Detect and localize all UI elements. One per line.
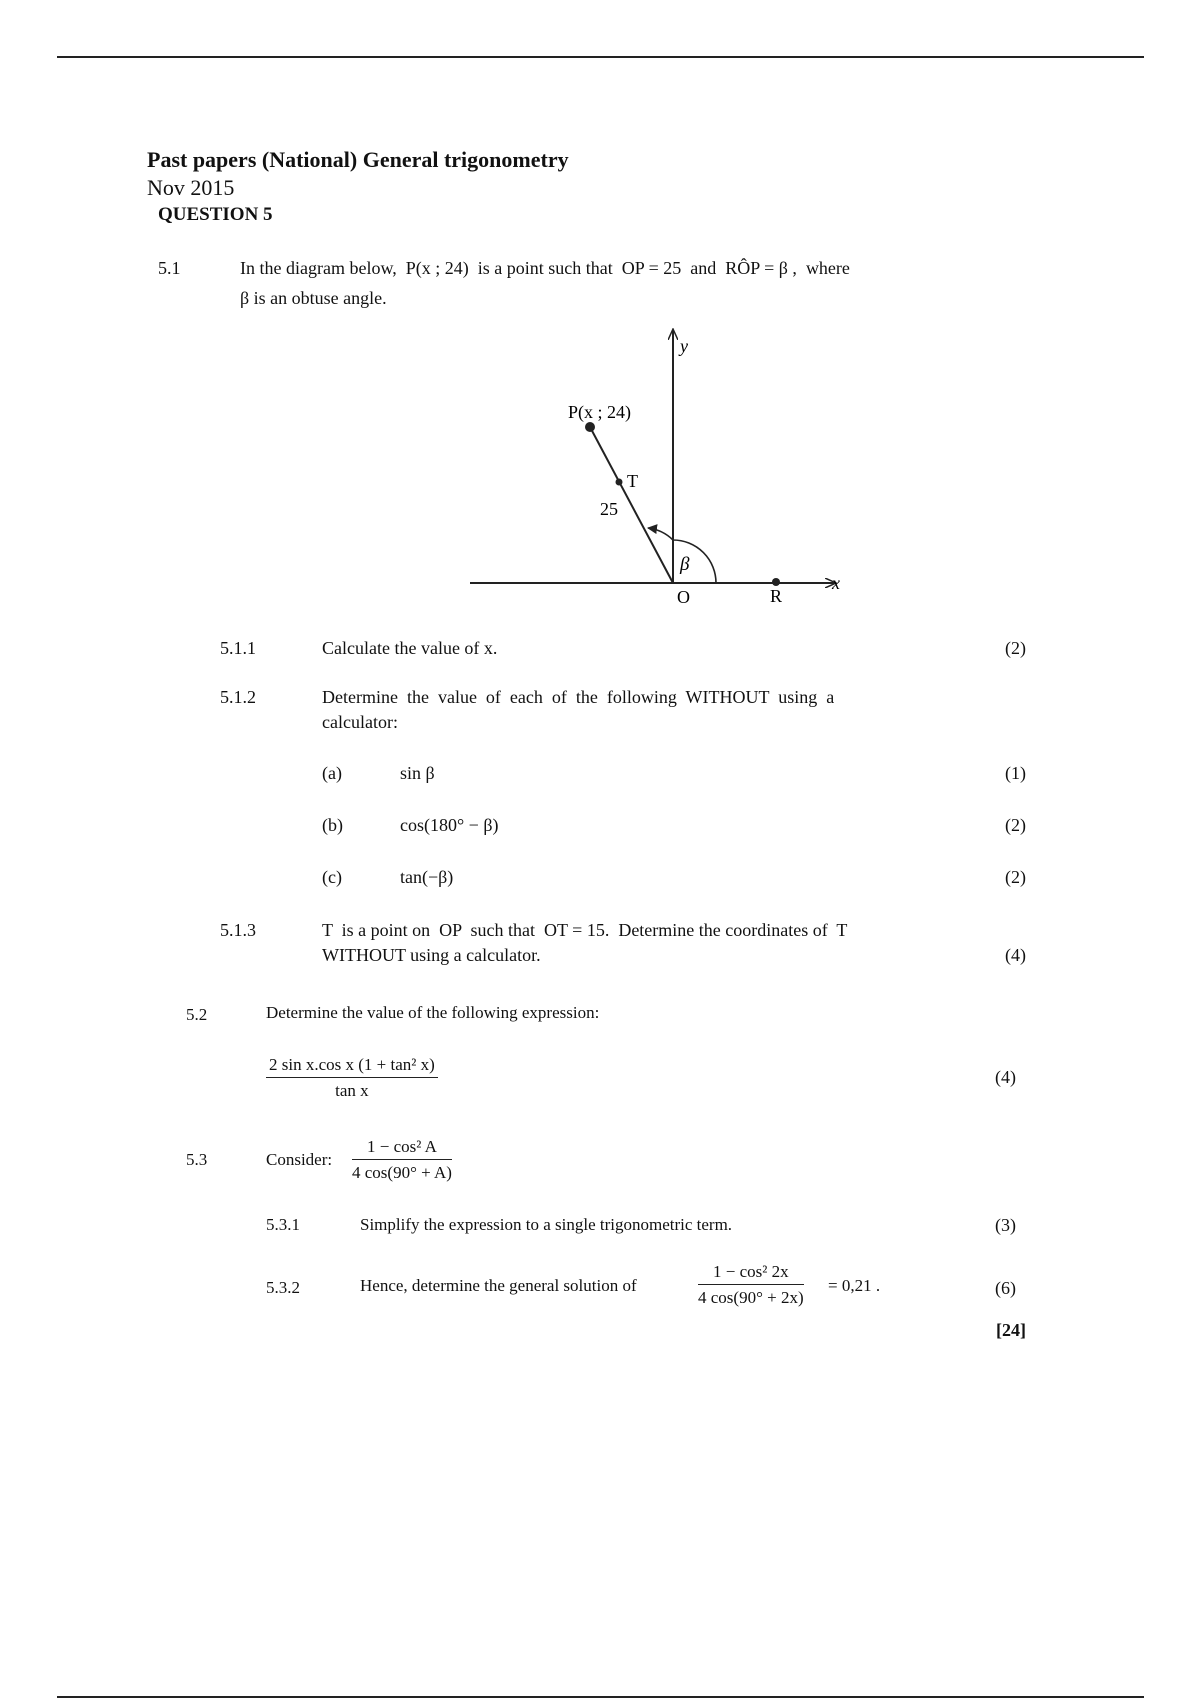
q5-1-2-b-label: (b) xyxy=(322,815,343,835)
label-t: T xyxy=(627,471,638,491)
q5-3-number: 5.3 xyxy=(186,1150,208,1169)
q5-1-2-a-label: (a) xyxy=(322,763,342,783)
q5-1-3-marks: (4) xyxy=(1005,945,1026,965)
label-beta: β xyxy=(680,554,690,575)
q5-3-2-text: Hence, determine the general solution of xyxy=(360,1276,637,1295)
exam-session: Nov 2015 xyxy=(147,175,235,200)
q5-1-1-text: Calculate the value of x. xyxy=(322,638,498,658)
label-p: P(x ; 24) xyxy=(568,402,631,422)
q5-2-denominator: tan x xyxy=(335,1081,369,1100)
q5-3-1-number: 5.3.1 xyxy=(266,1215,300,1234)
q5-2-text: Determine the value of the following expression: xyxy=(266,1003,600,1022)
q5-1-line2: β is an obtuse angle. xyxy=(240,288,387,308)
q5-1-2-c-label: (c) xyxy=(322,867,342,887)
page-title: Past papers (National) General trigonometry xyxy=(147,147,569,172)
q5-1-text-e: and xyxy=(690,258,717,278)
q5-3-1-text: Simplify the expression to a single trigonometric term. xyxy=(360,1215,733,1234)
q5-1-1-number: 5.1.1 xyxy=(220,638,256,658)
q5-1-2-line2: calculator: xyxy=(322,712,398,732)
point-r xyxy=(772,578,780,586)
q5-1-angle: RÔP = β , xyxy=(725,258,797,278)
q5-1-2-a-marks: (1) xyxy=(1005,763,1026,783)
q5-3-2-fraction xyxy=(698,1262,804,1308)
q5-1-2-c-expr: tan(−β) xyxy=(400,867,454,887)
q5-1-point: P(x ; 24) xyxy=(405,258,469,278)
q5-1-op: OP = 25 xyxy=(621,258,682,278)
label-y: y xyxy=(680,336,688,356)
question-total: [24] xyxy=(996,1320,1026,1340)
q5-1-3-line1: T is a point on OP such that OT = 15. Determine the coordinates of T xyxy=(322,920,848,940)
question-heading: QUESTION 5 xyxy=(158,204,273,225)
q5-3-2-rhs: = 0,21 . xyxy=(828,1276,881,1295)
q5-1-2-a-expr: sin β xyxy=(400,763,435,783)
trig-diagram xyxy=(0,0,1200,620)
q5-3-2-numerator: 1 − cos² 2x xyxy=(698,1262,804,1285)
q5-1-2-number: 5.1.2 xyxy=(220,687,256,707)
label-o: O xyxy=(677,587,690,607)
q5-1-1-marks: (2) xyxy=(1005,638,1026,658)
point-p xyxy=(585,422,595,432)
bottom-rule xyxy=(57,1696,1144,1698)
q5-3-denominator: 4 cos(90° + A) xyxy=(352,1163,452,1182)
q5-3-fraction xyxy=(352,1137,452,1183)
label-25: 25 xyxy=(600,499,618,519)
q5-2-numerator: 2 sin x.cos x (1 + tan² x) xyxy=(266,1055,438,1078)
q5-1-text-g: where xyxy=(805,258,850,278)
q5-1-2-b-marks: (2) xyxy=(1005,815,1026,835)
q5-1-number: 5.1 xyxy=(158,258,181,278)
q5-1-3-number: 5.1.3 xyxy=(220,920,256,940)
q5-1-text-a: In the diagram below, xyxy=(240,258,397,278)
q5-1-2-c-marks: (2) xyxy=(1005,867,1026,887)
q5-2-fraction xyxy=(266,1055,438,1101)
q5-1-text-c: is a point such that xyxy=(477,258,613,278)
label-x: x xyxy=(832,573,840,593)
q5-1-2-line1: Determine the value of each of the following WITHOUT using a xyxy=(322,687,835,707)
label-r: R xyxy=(770,586,783,606)
q5-2-marks: (4) xyxy=(995,1067,1016,1087)
q5-3-2-number: 5.3.2 xyxy=(266,1278,300,1297)
q5-1-3-line2: WITHOUT using a calculator. xyxy=(322,945,541,965)
q5-1-2-b-expr: cos(180° − β) xyxy=(400,815,499,835)
q5-3-1-marks: (3) xyxy=(995,1215,1016,1235)
q5-3-2-marks: (6) xyxy=(995,1278,1016,1298)
q5-3-numerator: 1 − cos² A xyxy=(352,1137,452,1160)
q5-3-2-denominator: 4 cos(90° + 2x) xyxy=(698,1288,804,1307)
point-t xyxy=(616,479,623,486)
q5-2-number: 5.2 xyxy=(186,1005,208,1024)
q5-3-consider: Consider: xyxy=(266,1150,333,1169)
